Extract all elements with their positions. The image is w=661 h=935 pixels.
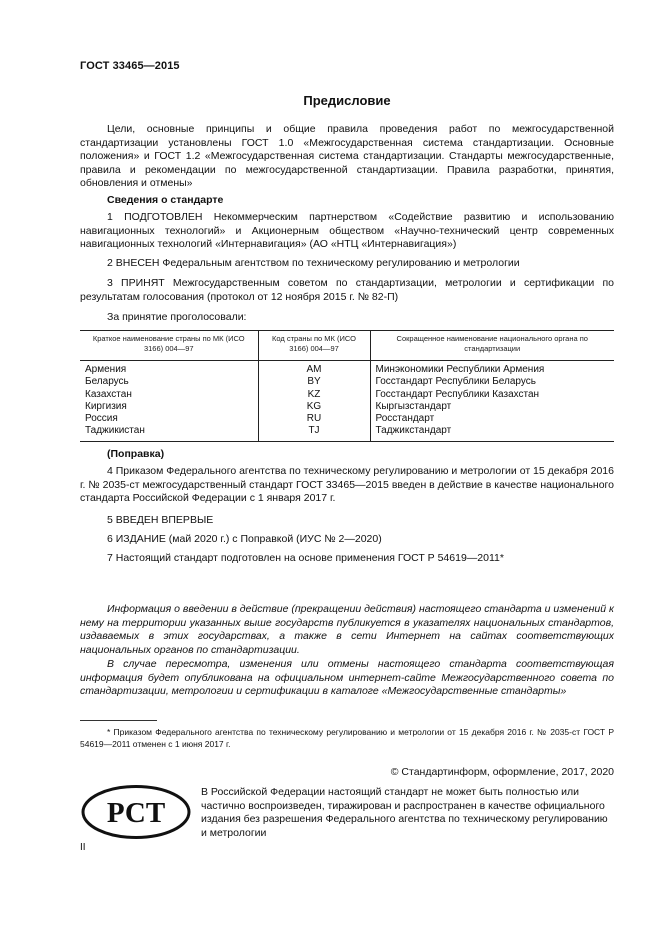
logo-text: РСТ (106, 797, 166, 829)
table-row (80, 389, 614, 401)
voting-table (80, 330, 614, 442)
intro-paragraph: Цели, основные принципы и общие правила проведения работ по межгосударственной стандартизации установлены ГОСТ 1.0 «Межгосударственная система стандартизации. Основные положения» и ГОСТ 1.2 «Межгосударственная система стандартизации. Стандарты межгосударственные, правила и рекомендации по межгосударственной стандартизации. Правила разработки, принятия, обновления и отмены» (80, 123, 614, 190)
country-code: BY (258, 376, 370, 388)
table-row (80, 361, 614, 377)
page-title: Предисловие (303, 93, 391, 108)
country-code: RU (258, 413, 370, 425)
copyright-notice: В Российской Федерации настоящий стандарт не может быть полностью или частично воспроизведен, тиражирован и распространен в качестве официального издания без разрешения Федерального агентства по техническому регулированию и метрологии (201, 786, 608, 839)
copyright: © Стандартинформ, оформление, 2017, 2020 (390, 766, 614, 778)
item-2: 2 ВНЕСЕН Федеральным агентством по техническому регулированию и метрологии (107, 257, 520, 269)
country-name: Таджикистан (80, 425, 258, 441)
footnote-divider (80, 720, 157, 721)
table-header-row (80, 331, 614, 361)
table-row (80, 425, 614, 441)
item-1: 1 ПОДГОТОВЛЕН Некоммерческим партнерством «Содействие развитию и использованию навигационных технологий» и Акционерным обществом «Научно-технический центр современных навигационных технологий «Интернавигация» (АО «НТЦ «Интернавигация») (80, 211, 614, 251)
standards-body: Кыргызстандарт (370, 401, 614, 413)
info-publication-text: Информация о введении в действие (прекращении действия) настоящего стандарта и изменений к нему на территории указанных выше государств публикуется в указателях национальных стандартов, издаваемых в этих государствах, а также в сети Интернет на сайтах соответствующих национальных органов по стандартизации. (80, 603, 614, 657)
standards-body: Таджикстандарт (370, 425, 614, 441)
country-code: KG (258, 401, 370, 413)
standards-body: Росстандарт (370, 413, 614, 425)
standards-body: Минэкономики Республики Армения (370, 361, 614, 377)
country-name: Россия (85, 413, 118, 425)
item-7: 7 Настоящий стандарт подготовлен на основе применения ГОСТ Р 54619—2011* (107, 552, 504, 564)
header-standards-body: Сокращенное наименование национального органа по стандартизации (370, 331, 614, 361)
standards-body: Госстандарт Республики Казахстан (370, 389, 614, 401)
table-row (80, 401, 614, 413)
country-name: Армения (85, 364, 127, 375)
item-6: 6 ИЗДАНИЕ (май 2020 г.) с Поправкой (ИУС № 2—2020) (107, 533, 382, 545)
standards-body: Госстандарт Республики Беларусь (370, 376, 614, 388)
country-name: Казахстан (85, 388, 132, 400)
page-number: II (80, 842, 86, 853)
country-name: Беларусь (85, 376, 129, 388)
item-3: 3 ПРИНЯТ Межгосударственным советом по стандартизации, метрологии и сертификации по результатам голосования (протокол от 12 ноября 2015 г. № 82-П) (80, 277, 614, 303)
country-name: Киргизия (85, 400, 127, 412)
header-country-code: Код страны по МК (ИСО 3166) 004—97 (258, 331, 370, 361)
country-code: AM (258, 361, 370, 377)
table-row (80, 413, 614, 425)
info-heading: Сведения о стандарте (107, 194, 224, 206)
country-code: KZ (258, 389, 370, 401)
item-5: 5 ВВЕДЕН ВПЕРВЫЕ (107, 514, 214, 526)
table-row (80, 376, 614, 388)
amendment-heading: (Поправка) (107, 448, 165, 460)
document-code: ГОСТ 33465—2015 (80, 60, 180, 72)
rst-logo-icon (80, 784, 192, 840)
header-country-name: Краткое наименование страны по МК (ИСО 3166) 004—97 (80, 331, 258, 361)
footnote: * Приказом Федерального агентства по техническому регулированию и метрологии от 15 декабря 2016 г. № 2035-ст ГОСТ Р 54619—2011 отменен с 1 июня 2017 г. (80, 727, 614, 749)
country-code: TJ (258, 425, 370, 441)
revision-info-text: В случае пересмотра, изменения или отмены настоящего стандарта соответствующая информация будет опубликована на официальном интернет-сайте Межгосударственного совета по стандартизации, метрологии и сертификации в каталоге «Межгосударственные стандарты» (80, 658, 614, 698)
voted-label: За принятие проголосовали: (107, 311, 247, 323)
item-4: 4 Приказом Федерального агентства по техническому регулированию и метрологии от 15 декабря 2016 г. № 2035-ст межгосударственный стандарт ГОСТ 33465—2015 введен в действие в качестве национального стандарта Российской Федерации с 1 января 2017 г. (80, 465, 614, 505)
